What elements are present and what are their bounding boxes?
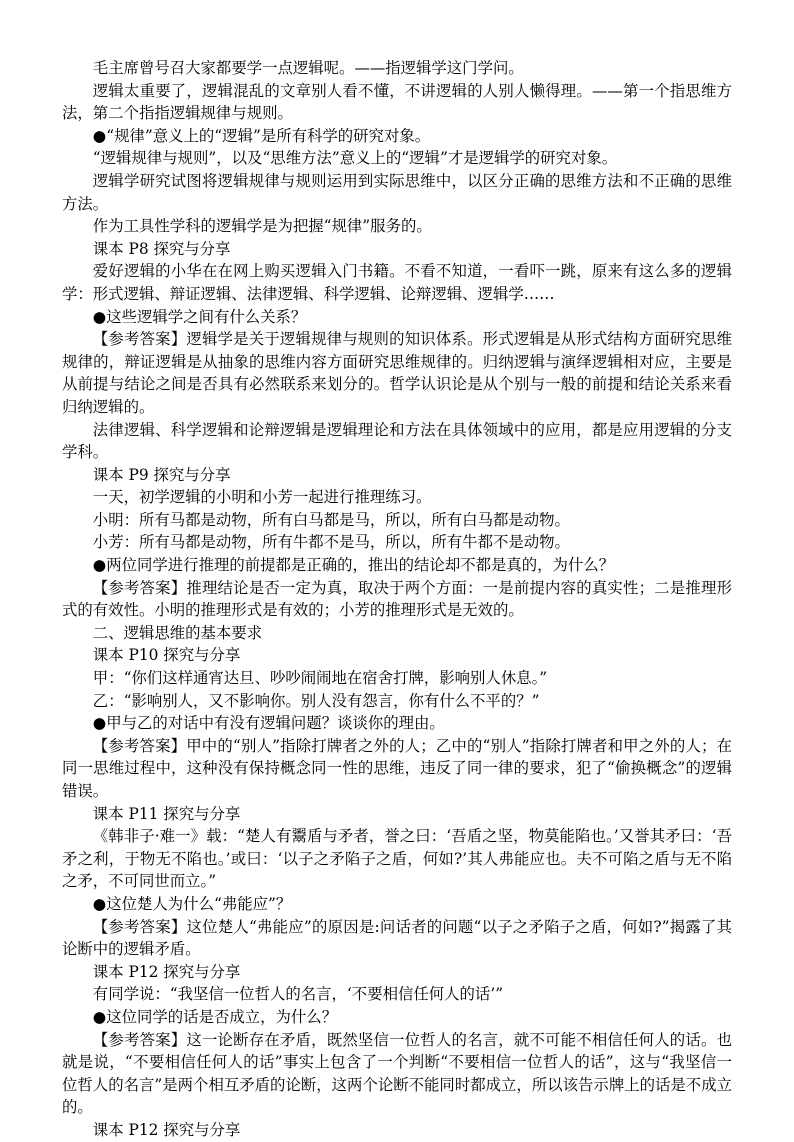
dialogue-xiaofang: 小芳：所有马都是动物，所有牛都不是马，所以，所有牛都不是动物。 — [92, 533, 570, 552]
answer-p9: 【参考答案】推理结论是否一定为真，取决于两个方面：一是前提内容的真实性；二是推理形式的有效性。小明的推理形式是有效的；小芳的推理形式是无效的。 — [62, 578, 732, 620]
question-p11: ●这位楚人为什么“弗能应”？ — [92, 894, 292, 913]
section-heading-p8: 课本 P8 探究与分享 — [92, 239, 231, 258]
question-p9: ●两位同学进行推理的前提都是正确的，推出的结论却不都是真的，为什么？ — [92, 556, 615, 575]
paragraph-5: 作为工具性学科的逻辑学是为把握“规律”服务的。 — [92, 217, 432, 236]
section-heading-p10: 课本 P10 探究与分享 — [92, 646, 241, 665]
answer-p8: 【参考答案】逻辑学是关于逻辑规律与规则的知识体系。形式逻辑是从形式结构方面研究思维规律的，辩证逻辑是从抽象的思维内容方面研究思维规律的。归纳逻辑与演绎逻辑相对应，主要是从前提与结论之间是否具有必然联系来划分的。哲学认识论是从个别与一般的前提和结论关系来看归纳逻辑的。 — [62, 330, 732, 416]
paragraph-8: 一天，初学逻辑的小明和小芳一起进行推理练习。 — [92, 488, 432, 507]
section-heading-p11: 课本 P11 探究与分享 — [92, 804, 241, 823]
dialogue-xiaoming: 小明：所有马都是动物，所有白马都是马，所以，所有白马都是动物。 — [92, 510, 570, 529]
paragraph-2: 逻辑太重要了，逻辑混乱的文章别人看不懂，不讲逻辑的人别人懒得理。——第一个指思维方法，第二个指指逻辑规律与规则。 — [62, 81, 732, 123]
paragraph-9: 有同学说：“我坚信一位哲人的名言，‘不要相信任何人的话’” — [92, 985, 504, 1004]
quote-hanfeizi: 《韩非子·难一》载：“楚人有鬻盾与矛者，誉之曰：‘吾盾之坚，物莫能陷也。’又誉其矛曰：‘吾矛之利，于物无不陷也。’或曰：‘以子之矛陷子之盾，何如?’其人弗能应也。夫不可陷之盾与无不陷之矛，不可同世而立。” — [62, 827, 732, 891]
question-p10: ●甲与乙的对话中有没有逻辑问题？谈谈你的理由。 — [92, 714, 445, 733]
section-heading-p9: 课本 P9 探究与分享 — [92, 465, 231, 484]
paragraph-6: 爱好逻辑的小华在在网上购买逻辑入门书籍。不看不知道，一看吓一跳，原来有这么多的逻辑学：形式逻辑、辩证逻辑、法律逻辑、科学逻辑、论辩逻辑、逻辑学…… — [62, 262, 732, 303]
paragraph-4: 逻辑学研究试图将逻辑规律与规则运用到实际思维中，以区分正确的思维方法和不正确的思维方法。 — [62, 171, 732, 213]
dialogue-yi: 乙：“影响别人，又不影响你。别人没有怨言，你有什么不平的？” — [92, 691, 540, 710]
answer-p10: 【参考答案】甲中的“别人”指除打牌者之外的人；乙中的“别人”指除打牌者和甲之外的人；在同一思维过程中，这种没有保持概念同一性的思维，违反了同一律的要求，犯了“偷换概念”的逻辑错误。 — [62, 736, 732, 800]
question-p8: ●这些逻辑学之间有什么关系？ — [92, 307, 307, 326]
section-heading-p12: 课本 P12 探究与分享 — [92, 962, 241, 981]
paragraph-7: 法律逻辑、科学逻辑和论辩逻辑是逻辑理论和方法在具体领域中的应用，都是应用逻辑的分支学科。 — [62, 420, 732, 462]
bullet-paragraph: ●“规律”意义上的“逻辑”是所有科学的研究对象。 — [92, 126, 431, 145]
paragraph-1: 毛主席曾号召大家都要学一点逻辑呢。——指逻辑学这门学问。 — [92, 59, 524, 77]
answer-p11: 【参考答案】这位楚人“弗能应”的原因是:问话者的问题“以子之矛陷子之盾，何如?”揭露了其论断中的逻辑矛盾。 — [62, 917, 732, 959]
answer-p12: 【参考答案】这一论断存在矛盾，既然坚信一位哲人的名言，就不可能不相信任何人的话。也就是说，“不要相信任何人的话”事实上包含了一个判断“不要相信一位哲人的话”，这与“我坚信一位哲人的名言”是两个相互矛盾的论断，这两个论断不能同时都成立，所以该告示牌上的话是不成立的。 — [62, 1030, 732, 1117]
section-heading-p12-2: 课本 P12 探究与分享 — [92, 1120, 241, 1139]
paragraph-3: “逻辑规律与规则”，以及“思维方法”意义上的“逻辑”才是逻辑学的研究对象。 — [92, 149, 618, 168]
question-p12: ●这位同学的话是否成立，为什么？ — [92, 1007, 338, 1026]
dialogue-jia: 甲：“你们这样通宵达旦、吵吵闹闹地在宿舍打牌，影响别人休息。” — [92, 669, 548, 688]
chapter-heading: 二、逻辑思维的基本要求 — [92, 623, 263, 642]
